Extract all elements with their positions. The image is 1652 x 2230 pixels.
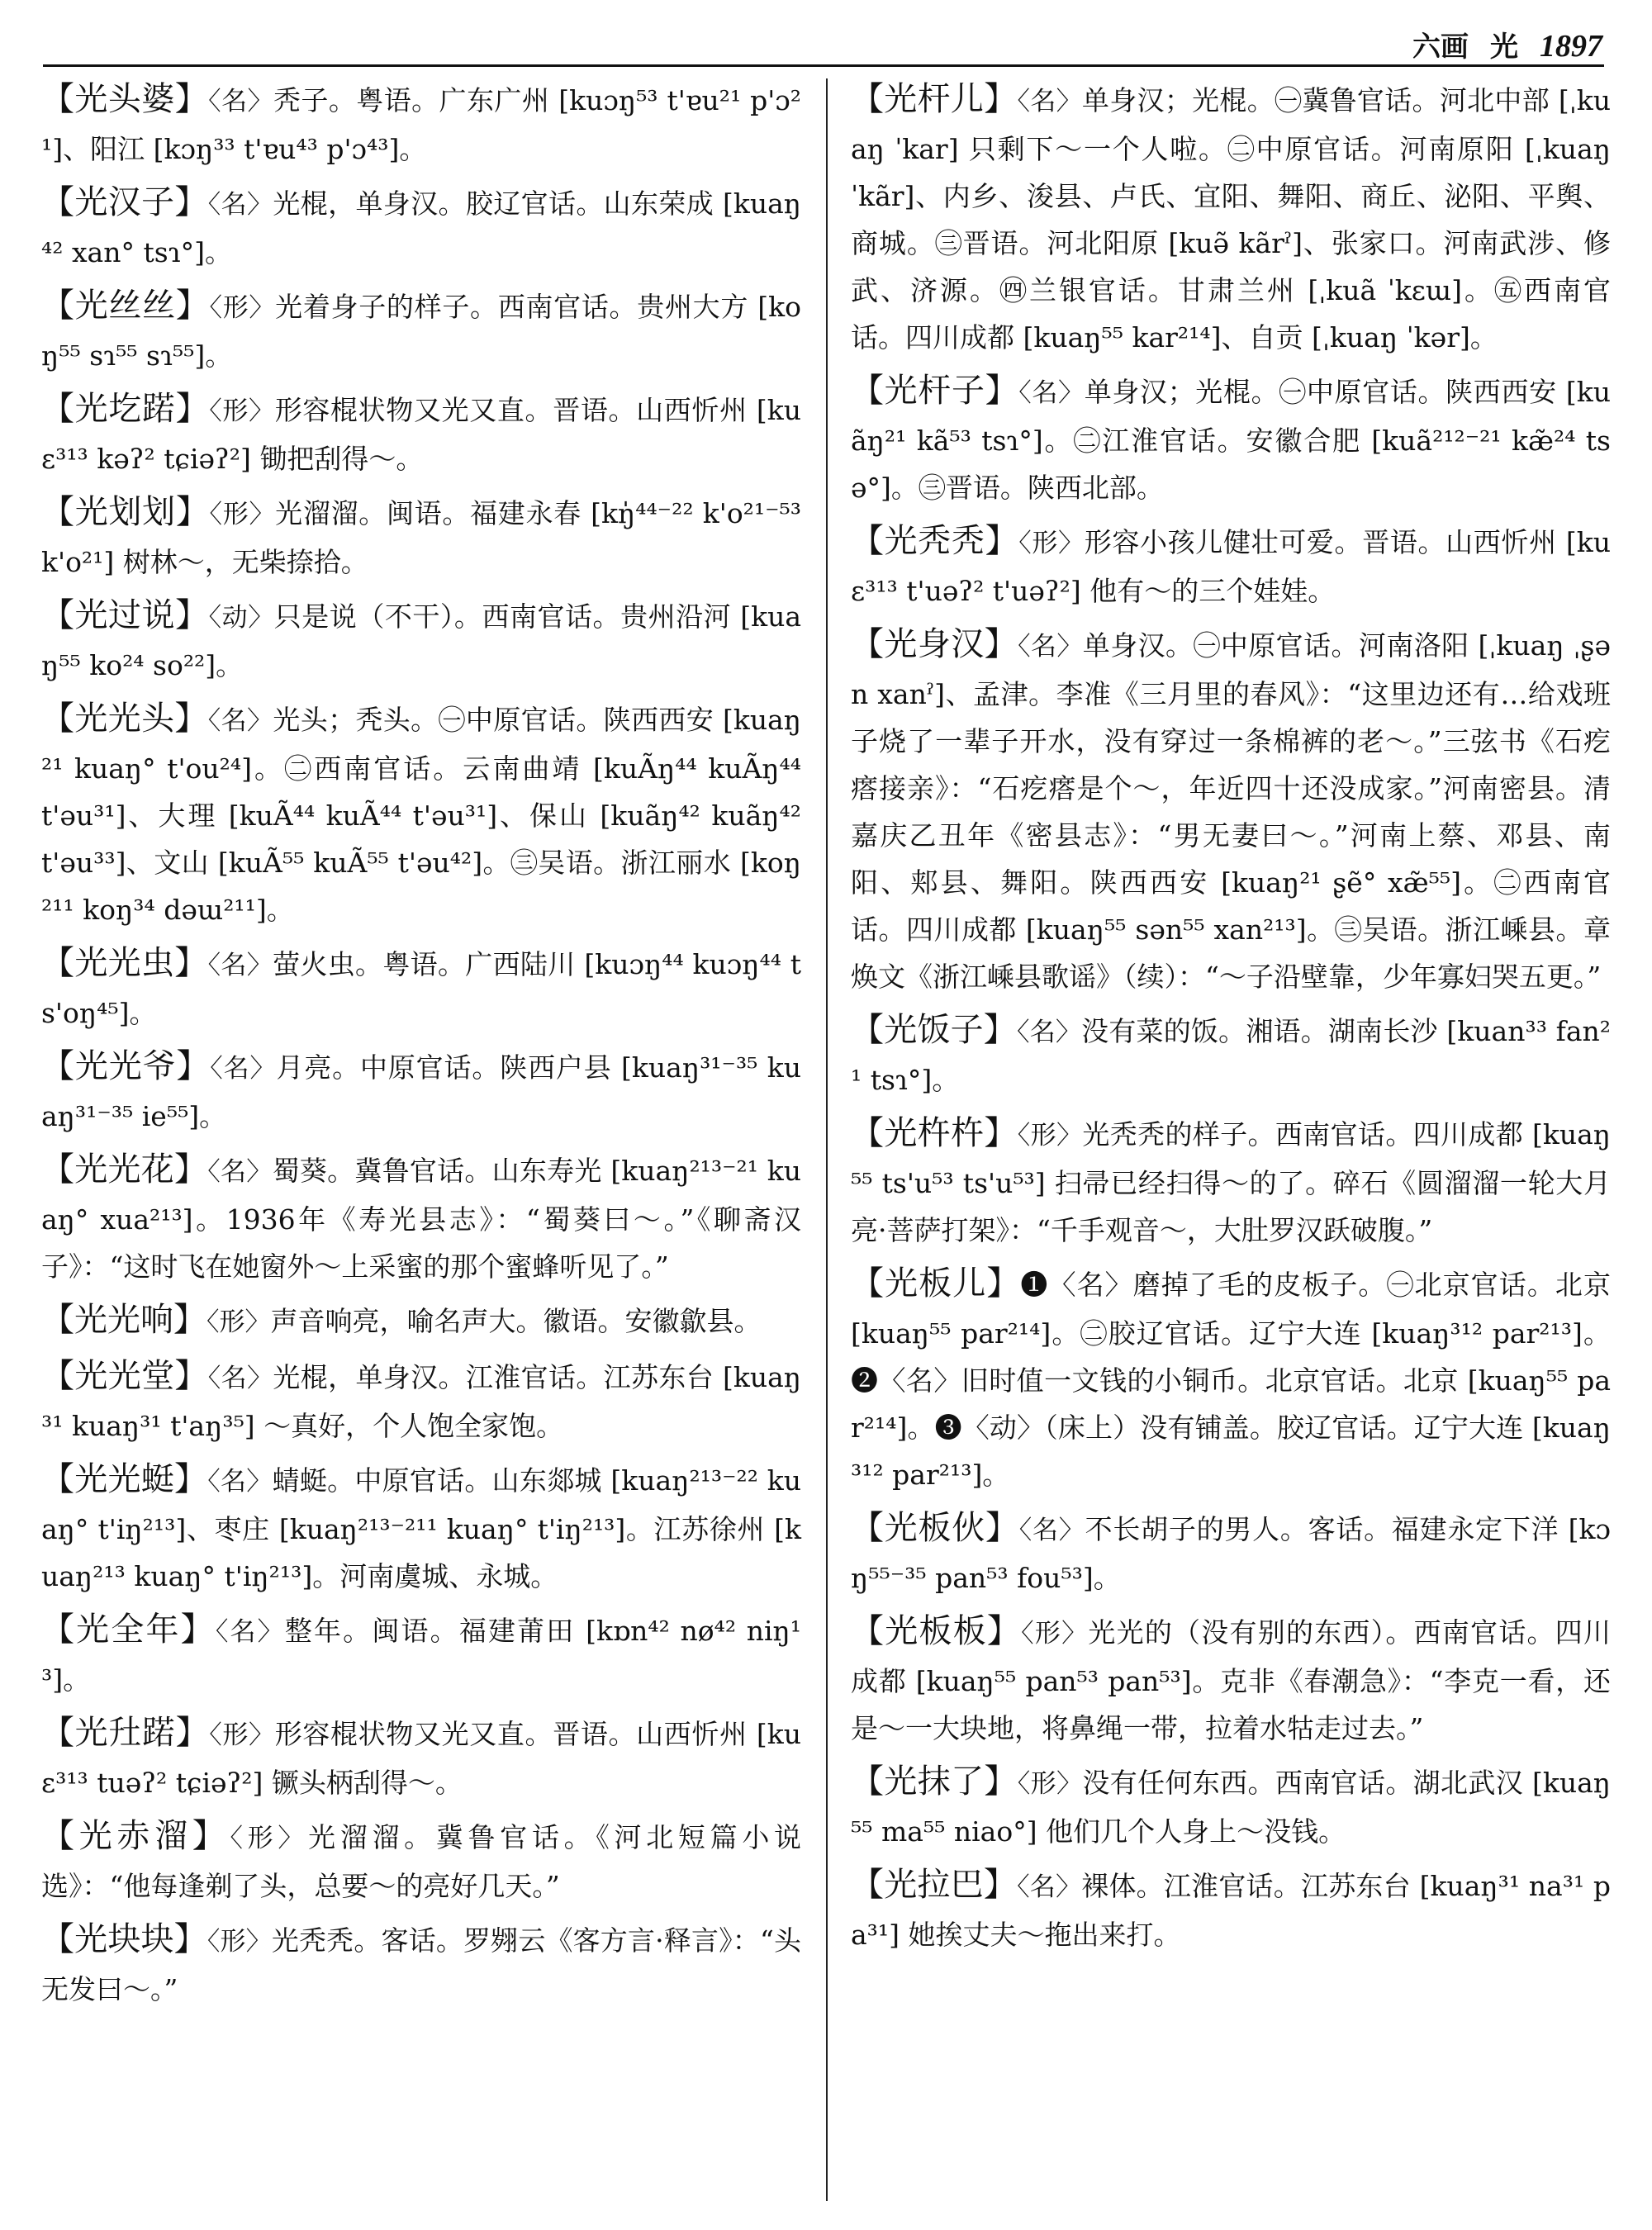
entry-headword: 【光板儿】 — [851, 1264, 1021, 1302]
entry-definition: 没有任何东西。西南官话。湖北武汉 [kuaŋ⁵⁵ ma⁵⁵ niao°] 他们几个人身上～没钱。 — [851, 1767, 1612, 1848]
entry-headword: 【光身汉】 — [851, 625, 1018, 663]
entry-part-of-speech: 〈名〉 — [207, 951, 273, 980]
dictionary-entry — [41, 489, 801, 586]
entry-definition: 光棍，单身汉。胶辽官话。山东荣成 [kuaŋ⁴² xan° tsɿ°]。 — [41, 187, 802, 268]
entry-part-of-speech: 〈名〉 — [207, 1364, 273, 1393]
entry-headword: 【光圪蹃】 — [41, 390, 210, 428]
entry-definition: 光棍，单身汉。江淮官话。江苏东台 [kuaŋ³¹ kuaŋ³¹ t'aŋ³⁵] ～真好，个人饱全家饱。 — [41, 1361, 802, 1442]
entry-part-of-speech: 〈名〉 — [1017, 1018, 1082, 1047]
entry-headword: 【光光堂】 — [41, 1357, 208, 1395]
dictionary-entry — [41, 179, 801, 276]
dictionary-entry — [851, 1110, 1611, 1254]
entry-headword: 【光丝丝】 — [41, 287, 210, 325]
column-divider — [826, 78, 828, 2201]
entry-definition: 月亮。中原官话。陕西户县 [kuaŋ³¹⁻³⁵ kuaŋ³¹⁻³⁵ ie⁵⁵]。 — [41, 1051, 802, 1132]
entry-part-of-speech: 〈名〉 — [208, 87, 273, 116]
entry-headword: 【光光头】 — [41, 700, 208, 738]
entry-definition: 光头；秃头。㊀中原官话。陕西西安 [kuaŋ²¹ kuaŋ° t'ou²⁴]。㊁西南官话。云南曲靖 [kuÃŋ⁴⁴ kuÃŋ⁴⁴ t'əu³¹]、大理 [kuÃ⁴⁴ kuÃ⁴⁴ t'əu³¹]、保山 [kuãŋ⁴² kuãŋ⁴² t'əu³³]、文山 [kuÃ⁵⁵ kuÃ⁵⁵ t'əu⁴²]。㊂吴语。浙江丽水 [koŋ²¹¹ koŋ³⁴ dəɯ²¹¹]。 — [41, 704, 802, 926]
entry-part-of-speech: 〈形〉 — [1017, 1769, 1083, 1799]
entry-definition: 单身汉。㊀中原官话。河南洛阳 [ˌkuaŋ ˌʂən xanˀ]、孟津。李准《三月里的春风》：“这里边还有…给戏班子烧了一辈子开水，没有穿过一条棉裤的老～。”三弦书《石疙瘩接亲》：“石疙瘩是个～，年近四十还没成家。”河南密县。清嘉庆乙丑年《密县志》：“男无妻曰～。”河南上蔡、邓县、南阳、郏县、舞阳。陕西西安 [kuaŋ²¹ ʂẽ° xæ̃⁵⁵]。㊁西南官话。四川成都 [kuaŋ⁵⁵ sən⁵⁵ xan²¹³]。㊂吴语。浙江嵊县。章焕文《浙江嵊县歌谣》（续）：“～子沿壁靠，少年寡妇哭五更。” — [851, 629, 1612, 993]
entry-headword: 【光赤溜】 — [41, 1817, 230, 1855]
entry-definition: 单身汉；光棍。㊀中原官话。陕西西安 [kuãŋ²¹ kã⁵³ tsɿ°]。㊁江淮官话。安徽合肥 [kuã²¹²⁻²¹ kæ̃²⁴ tsə°]。㊂晋语。陕西北部。 — [851, 376, 1612, 504]
entry-definition: 秃子。粤语。广东广州 [kuɔŋ⁵³ t'ɐu²¹ p'ɔ²¹]、阳江 [kɔŋ³³ t'ɐu⁴³ p'ɔ⁴³]。 — [41, 84, 802, 165]
dictionary-entry — [851, 368, 1611, 511]
dictionary-entry — [41, 1043, 801, 1140]
section-label: 六画 — [1412, 31, 1469, 64]
dictionary-entry — [41, 1606, 801, 1703]
entry-part-of-speech: 〈名〉 — [1017, 1872, 1082, 1902]
entry-definition: 不长胡子的男人。客话。福建永定下洋 [kɔŋ⁵⁵⁻³⁵ pan⁵³ fou⁵³]。 — [851, 1513, 1612, 1594]
entry-definition: 光溜溜。闽语。福建永春 [kŋ̍⁴⁴⁻²² k'o²¹⁻⁵³ k'o²¹] 树林～，无柴捺拾。 — [41, 497, 802, 578]
entry-part-of-speech: 〈形〉 — [209, 1720, 275, 1750]
entry-definition: 光秃秃的样子。西南官话。四川成都 [kuaŋ⁵⁵ ts'u⁵³ ts'u⁵³] 扫帚已经扫得～的了。碎石《圆溜溜一轮大月亮·菩萨打架》：“千手观音～，大肚罗汉跃破腹。” — [851, 1118, 1612, 1246]
entry-part-of-speech: 〈名〉 — [207, 1157, 273, 1187]
entry-part-of-speech: 〈名〉 — [215, 1617, 285, 1647]
dictionary-entry — [41, 76, 801, 173]
entry-part-of-speech: 〈形〉 — [1018, 529, 1085, 558]
dictionary-entry — [41, 1353, 801, 1450]
entry-headword: 【光光爷】 — [41, 1047, 211, 1085]
entry-headword: 【光汉子】 — [41, 183, 208, 221]
dictionary-entry — [41, 940, 801, 1037]
entry-definition: 光溜溜。冀鲁官话。《河北短篇小说选》：“他每逢剃了头，总要～的亮好几天。” — [41, 1821, 802, 1902]
entry-headword: 【光光花】 — [41, 1151, 208, 1189]
entry-part-of-speech: 〈形〉 — [209, 293, 276, 323]
entry-part-of-speech: 〈名〉 — [210, 1054, 277, 1084]
header-char: 光 — [1490, 31, 1518, 64]
dictionary-entry — [851, 1862, 1611, 1958]
entry-headword: 【光饭子】 — [851, 1011, 1018, 1049]
dictionary-entry — [851, 621, 1611, 1000]
header-rule — [43, 64, 1604, 67]
page-header — [50, 15, 1602, 68]
entry-headword: 【光杆子】 — [851, 372, 1019, 410]
entry-headword: 【光光蜓】 — [41, 1460, 208, 1498]
dictionary-entry — [851, 76, 1611, 361]
entry-part-of-speech: 〈形〉 — [230, 1824, 309, 1853]
entry-part-of-speech: 〈名〉 — [1017, 87, 1082, 116]
entry-part-of-speech: 〈动〉 — [208, 603, 274, 633]
entry-headword: 【光抹了】 — [851, 1763, 1018, 1801]
entry-definition: 只是说（不干）。西南官话。贵州沿河 [kuaŋ⁵⁵ ko²⁴ so²²]。 — [41, 600, 802, 681]
entry-part-of-speech: 〈名〉 — [207, 1467, 273, 1497]
entry-headword: 【光光虫】 — [41, 944, 208, 982]
entry-definition: 单身汉；光棍。㊀冀鲁官话。河北中部 [ˌkuaŋ ˈkar] 只剩下～一个人啦。㊁中原官话。河南原阳 [ˌkuaŋ ˈkãr]、内乡、浚县、卢氏、宜阳、舞阳、商丘、泌阳、平舆、商城。㊂晋语。河北阳原 [kuə̃ kãrˀ]、张家口。河南武涉、修武、济源。㊃兰银官话。甘肃兰州 [ˌkuã ˈkɛɯ]。㊄西南官话。四川成都 [kuaŋ⁵⁵ kar²¹⁴]、自贡 [ˌkuaŋ ˈkər]。 — [851, 84, 1612, 353]
entry-definition: 形容小孩儿健壮可爱。晋语。山西忻州 [kuɛ³¹³ t'uəʔ² t'uəʔ²] 他有～的三个娃娃。 — [851, 526, 1612, 607]
entry-headword: 【光拉巴】 — [851, 1866, 1018, 1904]
entry-part-of-speech: 〈形〉 — [1017, 1121, 1083, 1151]
entry-definition: 形容棍状物又光又直。晋语。山西忻州 [kuɛ³¹³ tuəʔ² tɕiəʔ²] 镢头柄刮得～。 — [41, 1718, 802, 1799]
entry-definition: 形容棍状物又光又直。晋语。山西忻州 [kuɛ³¹³ kəʔ² tɕiəʔ²] 锄把刮得～。 — [41, 394, 802, 475]
entry-definition: 光光的（没有别的东西）。西南官话。四川成都 [kuaŋ⁵⁵ pan⁵³ pan⁵³]。克非《春潮急》：“李克一看，还是～一大块地，将鼻绳一带，拉着水牯走过去。” — [851, 1616, 1612, 1744]
dictionary-entry — [851, 1007, 1611, 1103]
dictionary-entry — [41, 282, 801, 379]
entry-part-of-speech: 〈名〉 — [207, 706, 273, 736]
dictionary-entry — [851, 518, 1611, 614]
left-column — [41, 76, 801, 2019]
entry-headword: 【光光响】 — [41, 1301, 206, 1339]
dictionary-entry — [41, 1456, 801, 1600]
entry-definition: 光着身子的样子。西南官话。贵州大方 [koŋ⁵⁵ sɿ⁵⁵ sɿ⁵⁵]。 — [41, 291, 801, 372]
entry-definition: 整年。闽语。福建莆田 [kɒn⁴² nø⁴² niŋ¹³]。 — [41, 1615, 802, 1696]
entry-part-of-speech: 〈形〉 — [1021, 1619, 1089, 1649]
entry-headword: 【光头婆】 — [41, 80, 209, 118]
entry-part-of-speech: 〈名〉 — [1018, 632, 1083, 662]
entry-definition: 萤火虫。粤语。广西陆川 [kuɔŋ⁴⁴ kuɔŋ⁴⁴ ts'oŋ⁴⁵]。 — [41, 948, 802, 1029]
dictionary-entry — [41, 592, 801, 689]
entry-headword: 【光全年】 — [41, 1611, 216, 1649]
dictionary-entry — [851, 1260, 1611, 1498]
dictionary-entry — [41, 695, 801, 933]
dictionary-entry — [851, 1608, 1611, 1752]
dictionary-entry — [851, 1505, 1611, 1601]
dictionary-entry — [41, 1813, 801, 1910]
entry-headword: 【光板伙】 — [851, 1509, 1019, 1547]
entry-definition: 裸体。江淮官话。江苏东台 [kuaŋ³¹ na³¹ pa³¹] 她挨丈夫～拖出来打。 — [851, 1870, 1612, 1951]
entry-definition: 没有菜的饭。湘语。湖南长沙 [kuan³³ fan²¹ tsɿ°]。 — [851, 1015, 1612, 1096]
dictionary-entry — [41, 1146, 801, 1290]
page-number: 1897 — [1540, 29, 1602, 64]
entry-headword: 【光过说】 — [41, 596, 209, 634]
dictionary-entry — [41, 1916, 801, 2013]
entry-definition: 蜀葵。冀鲁官话。山东寿光 [kuaŋ²¹³⁻²¹ kuaŋ° xua²¹³]。1936年《寿光县志》：“蜀葵曰～。”《聊斋汉子》：“这时飞在她窗外～上采蜜的那个蜜蜂听见了。” — [41, 1155, 802, 1283]
entry-definition: ❶〈名〉磨掉了毛的皮板子。㊀北京官话。北京 [kuaŋ⁵⁵ par²¹⁴]。㊁胶辽官话。辽宁大连 [kuaŋ³¹² par²¹³]。❷〈名〉旧时值一文钱的小铜币。北京官话。北京 [kuaŋ⁵⁵ par²¹⁴]。❸〈动〉（床上）没有铺盖。胶辽官话。辽宁大连 [kuaŋ³¹² par²¹³]。 — [851, 1269, 1612, 1491]
entry-headword: 【光杆儿】 — [851, 80, 1018, 118]
entry-part-of-speech: 〈形〉 — [209, 500, 276, 529]
entry-headword: 【光块块】 — [41, 1920, 207, 1958]
entry-part-of-speech: 〈名〉 — [1018, 378, 1085, 408]
entry-definition: 声音响亮，喻名声大。徽语。安徽歙县。 — [270, 1305, 762, 1337]
entry-definition: 蜻蜓。中原官话。山东郯城 [kuaŋ²¹³⁻²² kuaŋ° t'iŋ²¹³]、枣庄 [kuaŋ²¹³⁻²¹¹ kuaŋ° t'iŋ²¹³]。江苏徐州 [kuaŋ²¹³ kuaŋ° t'iŋ²¹³]。河南虞城、永城。 — [41, 1464, 802, 1592]
entry-part-of-speech: 〈形〉 — [206, 1307, 271, 1337]
entry-headword: 【光划划】 — [41, 493, 210, 531]
dictionary-entry — [851, 1758, 1611, 1855]
entry-headword: 【光板板】 — [851, 1612, 1022, 1650]
entry-headword: 【光圱蹃】 — [41, 1714, 210, 1752]
entry-headword: 【光秃秃】 — [851, 522, 1019, 560]
dictionary-entry — [41, 386, 801, 482]
entry-definition: 光秃秃。客话。罗翙云《客方言·释言》：“头无发曰～。” — [41, 1924, 801, 2005]
dictionary-entry — [41, 1710, 801, 1806]
entry-headword: 【光杵杵】 — [851, 1114, 1018, 1152]
entry-part-of-speech: 〈形〉 — [209, 396, 275, 426]
dictionary-entry — [41, 1297, 801, 1346]
entry-part-of-speech: 〈名〉 — [207, 190, 273, 220]
entry-part-of-speech: 〈名〉 — [1018, 1516, 1085, 1545]
right-column — [851, 76, 1611, 1965]
entry-part-of-speech: 〈形〉 — [206, 1927, 272, 1957]
